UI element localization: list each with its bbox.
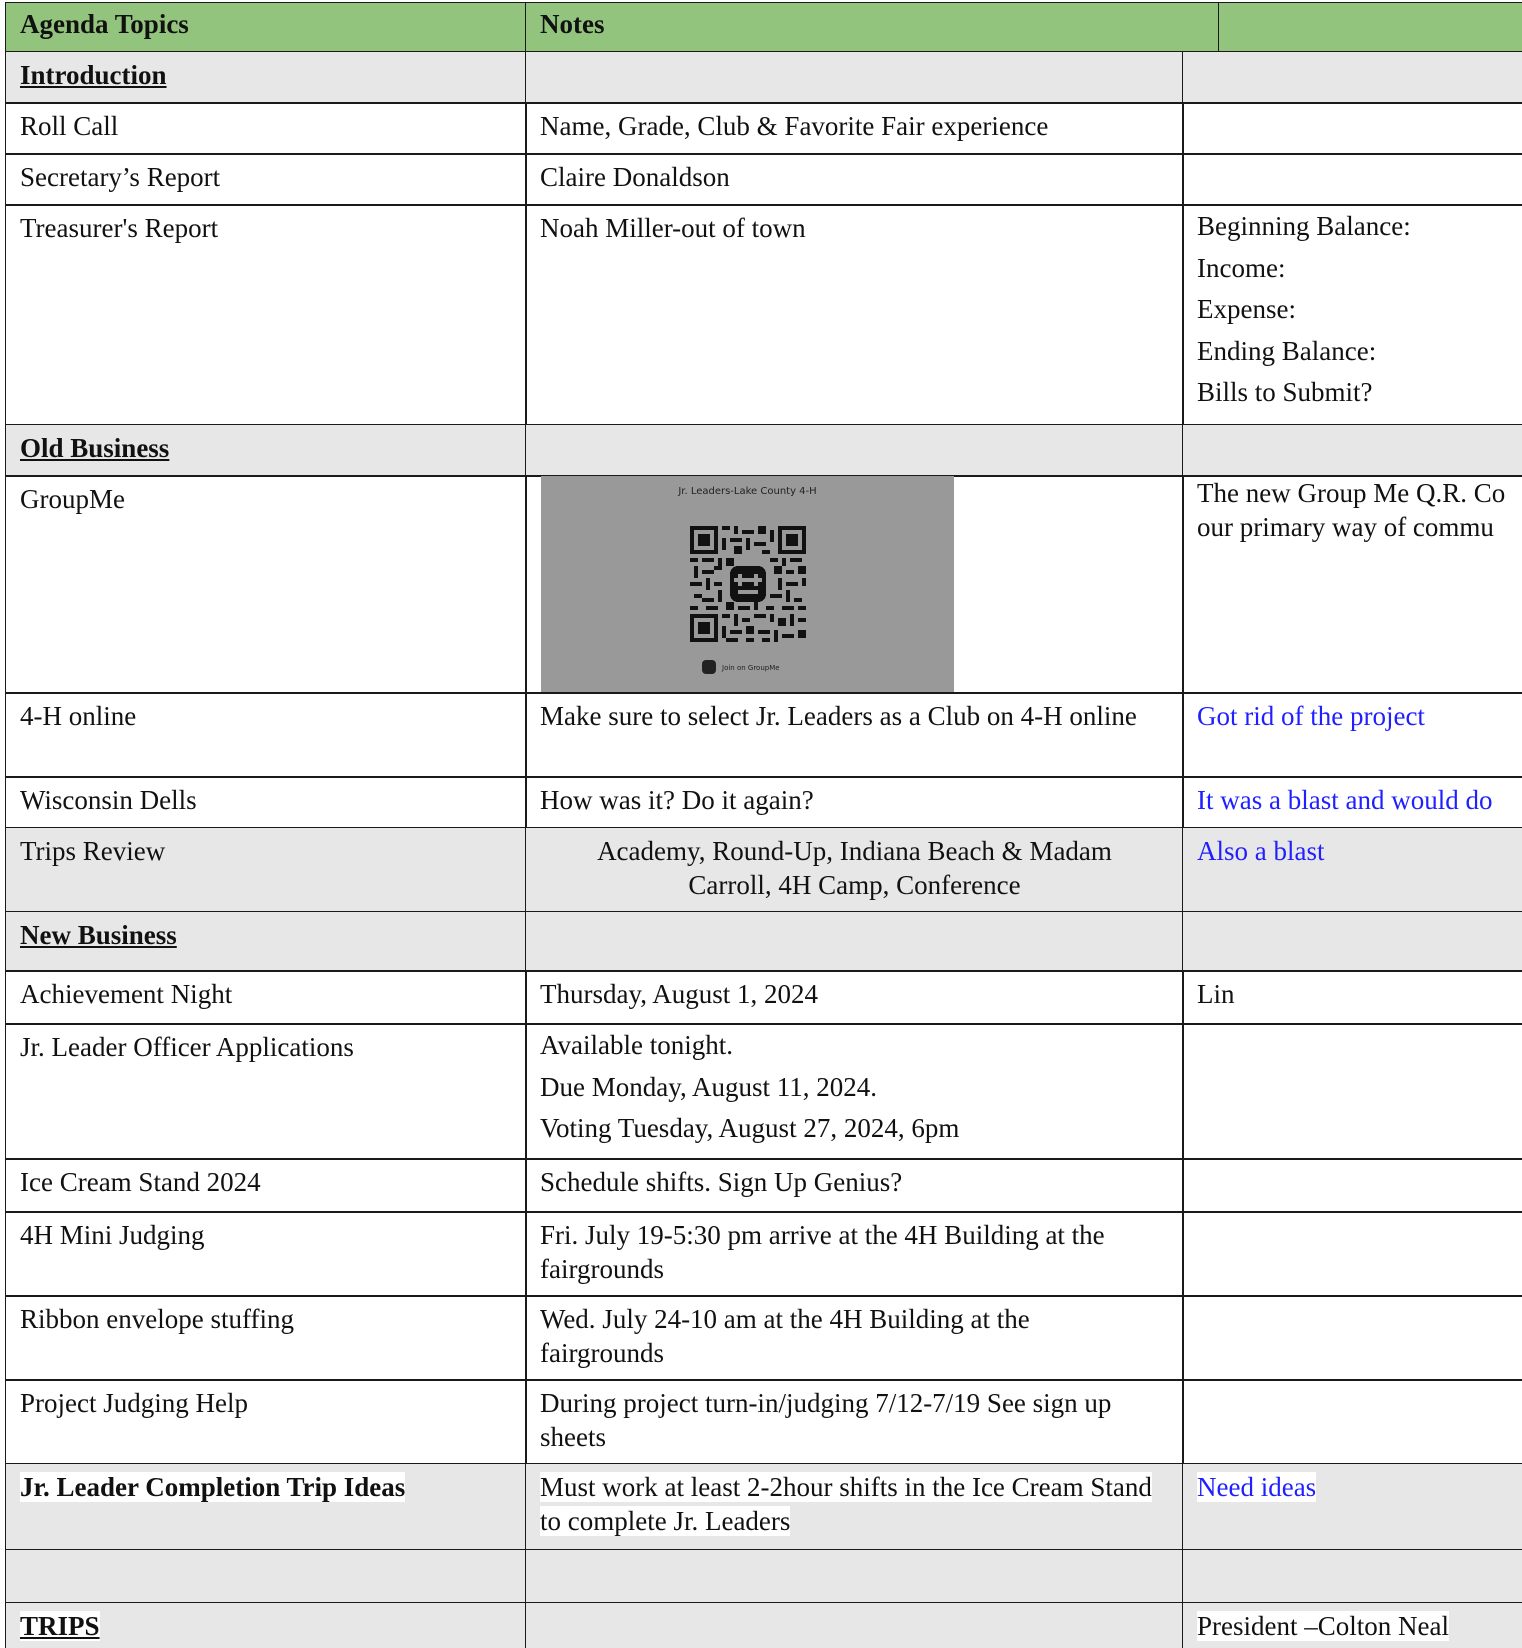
notes-cell: How was it? Do it again? [525,776,1184,829]
table-row [0,776,1522,829]
topic-cell: Jr. Leader Officer Applications [5,1023,527,1160]
groupme-note-line: our primary way of commu [1197,512,1494,542]
section-third-cell [1182,51,1522,104]
topic-cell: 4H Mini Judging [5,1211,527,1297]
section-notes-cell [525,51,1184,104]
table-row [0,1379,1522,1465]
notes-cell [525,1602,1184,1648]
notes-cell [525,1023,1184,1160]
treasurer-balance-cell [1182,204,1522,426]
notes-cell: Schedule shifts. Sign Up Genius? [525,1158,1184,1213]
topic-cell [5,1549,527,1604]
topic-cell: GroupMe [5,475,527,694]
topic-cell: Trips Review [5,827,527,913]
third-cell [1182,1602,1522,1648]
section-notes-cell [525,424,1184,477]
notes-line: Voting Tuesday, August 27, 2024, 6pm [540,1113,960,1143]
header-notes: Notes [525,2,1220,53]
third-cell: Also a blast [1182,827,1522,913]
topic-cell: Project Judging Help [5,1379,527,1465]
table-row [0,102,1522,155]
president-text: President –Colton Neal [1197,1611,1449,1641]
notes-cell: Noah Miller-out of town [525,204,1184,426]
table-row-empty [0,1549,1522,1604]
notes-cell: Wed. July 24-10 am at the 4H Building at the fairgrounds [525,1295,1184,1381]
topic-cell: 4-H online [5,692,527,778]
section-row-old-business [0,424,1522,477]
section-row-introduction [0,51,1522,104]
section-title-introduction: Introduction [5,51,527,104]
notes-line: Due Monday, August 11, 2024. [540,1071,877,1102]
beginning-balance-label: Beginning Balance: [1197,211,1411,241]
table-row [0,153,1522,206]
third-cell: Lin [1182,970,1522,1025]
third-cell [1182,102,1522,155]
topic-text: Jr. Leader Completion Trip Ideas [20,1472,406,1502]
third-cell [1182,475,1522,694]
notes-cell: Make sure to select Jr. Leaders as a Club on 4-H online [525,692,1184,778]
groupme-qr-image [541,476,954,693]
qr-title: Jr. Leaders-Lake County 4-H [678,486,817,497]
bills-to-submit-label: Bills to Submit? [1197,377,1373,407]
notes-cell: Thursday, August 1, 2024 [525,970,1184,1025]
expense-label: Expense: [1197,294,1296,324]
table-row [0,1158,1522,1213]
section-notes-cell [525,911,1184,972]
third-cell [1182,153,1522,206]
third-cell [1182,1379,1522,1465]
groupme-logo-icon [702,660,716,674]
section-title-new-business: New Business [5,911,527,972]
section-row-trips [0,1602,1522,1648]
ending-balance-label: Ending Balance: [1197,335,1377,366]
notes-line: Available tonight. [540,1030,733,1060]
notes-cell: Fri. July 19-5:30 pm arrive at the 4H Building at the fairgrounds [525,1211,1184,1297]
notes-cell [525,1463,1184,1551]
notes-cell: Name, Grade, Club & Favorite Fair experience [525,102,1184,155]
third-text: Need ideas [1197,1472,1317,1502]
qr-code-icon [690,526,806,642]
third-cell [1182,1463,1522,1551]
third-cell: It was a blast and would do [1182,776,1522,829]
notes-cell: During project turn-in/judging 7/12-7/19 See sign up sheets [525,1379,1184,1465]
table-row [0,1023,1522,1160]
section-third-cell [1182,424,1522,477]
section-title-text: TRIPS [20,1611,100,1641]
notes-cell [525,475,1184,694]
third-cell [1182,1549,1522,1604]
header-agenda-topics: Agenda Topics [5,2,527,53]
topic-cell: Ice Cream Stand 2024 [5,1158,527,1213]
table-row [0,1211,1522,1297]
qr-join-text: Join on GroupMe [722,664,780,672]
groupme-note-line: The new Group Me Q.R. Co [1197,478,1506,508]
third-cell [1182,1211,1522,1297]
third-cell [1182,1295,1522,1381]
topic-cell: Achievement Night [5,970,527,1025]
third-cell [1182,1023,1522,1160]
notes-cell: Academy, Round-Up, Indiana Beach & Madam Carroll, 4H Camp, Conference [525,827,1184,913]
table-row [0,475,1522,694]
section-title-old-business: Old Business [5,424,527,477]
topic-cell: Secretary’s Report [5,153,527,206]
topic-cell: Ribbon envelope stuffing [5,1295,527,1381]
table-row [0,1295,1522,1381]
section-title-trips [5,1602,527,1648]
third-cell: Got rid of the project [1182,692,1522,778]
section-third-cell [1182,911,1522,972]
section-row-new-business [0,911,1522,972]
table-row [0,1463,1522,1551]
topic-cell: Treasurer's Report [5,204,527,426]
topic-cell: Roll Call [5,102,527,155]
notes-cell: Claire Donaldson [525,153,1184,206]
income-label: Income: [1197,252,1286,283]
topic-cell: Wisconsin Dells [5,776,527,829]
table-row [0,827,1522,913]
header-third [1218,2,1522,53]
notes-text: Must work at least 2-2hour shifts in the Ice Cream Stand to complete Jr. Leaders [540,1472,1152,1536]
table-header-row [0,2,1522,53]
third-cell [1182,1158,1522,1213]
notes-cell [525,1549,1184,1604]
table-row [0,692,1522,778]
table-row [0,970,1522,1025]
topic-cell [5,1463,527,1551]
table-row [0,204,1522,426]
